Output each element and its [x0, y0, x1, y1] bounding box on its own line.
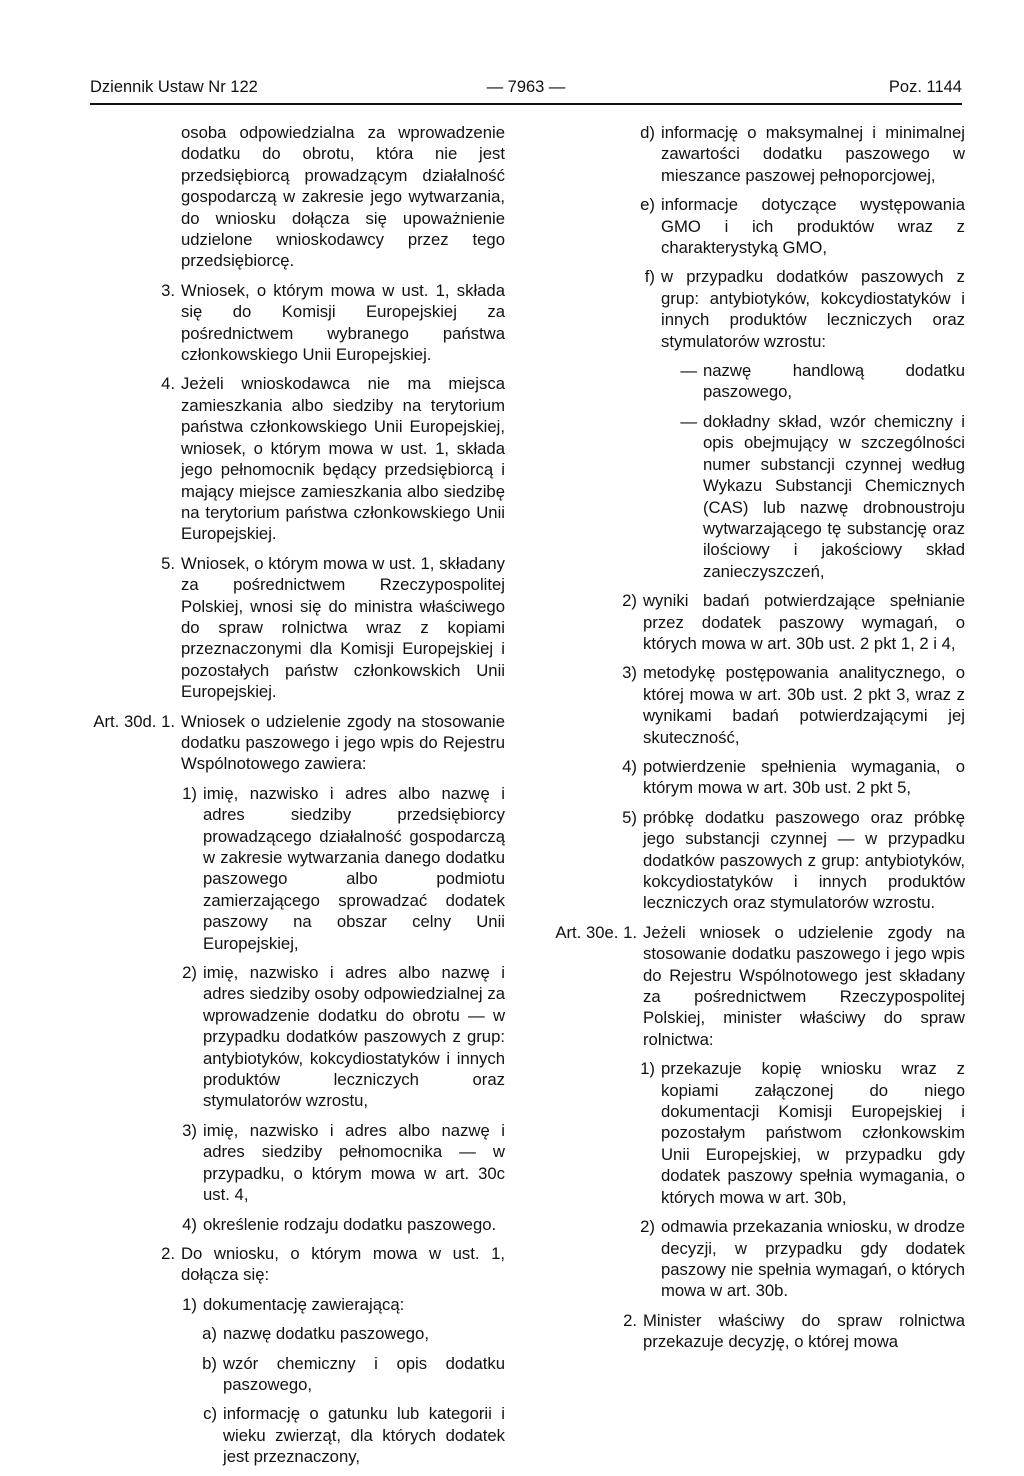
paragraph [93, 1214, 505, 1235]
paragraph [93, 1243, 505, 1286]
paragraph-label: b) [202, 1353, 217, 1373]
paragraph-text: w przypadku dodatków paszowych z grup: antybiotyków, kokcydiostatyków i innych produktów leczniczych oraz stymulatorów wzrostu: [661, 267, 965, 351]
paragraph-text: informację o maksymalnej i minimalnej zawartości dodatku paszowego w mieszance paszowej pełnoporcjowej, [661, 123, 965, 185]
paragraph-label: 2) [640, 1217, 655, 1237]
paragraph [93, 1353, 505, 1396]
paragraph [555, 122, 965, 186]
paragraph [93, 1323, 505, 1344]
paragraph-text: osoba odpowiedzialna za wprowadzenie dodatku do obrotu, która nie jest przedsiębiorcą prowadzącym działalność gospodarczą w zakresie jego wytwarzania, do wniosku dołącza się upoważnienie udzielone wnioskodawcy przez tego przedsiębiorcę. [181, 123, 505, 271]
paragraph-label: Art. 30e. 1. [555, 922, 637, 942]
paragraph-label: 3. [161, 280, 175, 300]
paragraph-label: c) [203, 1404, 217, 1424]
paragraph-label: 2) [622, 591, 637, 611]
paragraph-text: wyniki badań potwierdzające spełnianie przez dodatek paszowy wymagań, o których mowa w art. 30b ust. 2 pkt 1, 2 i 4, [643, 591, 965, 653]
paragraph [93, 373, 505, 544]
paragraph-label: 1) [182, 1294, 197, 1314]
paragraph-text: informacje dotyczące występowania GMO i ich produktów wraz z charakterystyką GMO, [661, 195, 965, 258]
paragraph-text: dokładny skład, wzór chemiczny i opis obejmujący w szczególności numer substancji czynnej według Wykazu Substancji Chemicznych (CAS) lub nazwę drobnoustroju wytwarzającego tę substancję oraz ilościowy i jakościowy skład zanieczyszczeń, [703, 411, 965, 581]
paragraph-text: Minister właściwy do spraw rolnictwa przekazuje decyzję, o której mowa [643, 1310, 965, 1352]
paragraph-text: określenie rodzaju dodatku paszowego. [203, 1214, 497, 1234]
paragraph-text: dokumentację zawierającą: [203, 1294, 405, 1314]
paragraph [555, 411, 965, 582]
paragraph-text: imię, nazwisko i adres albo nazwę i adres siedziby pełnomocnika — w przypadku, o którym mowa w art. 30c ust. 4, [203, 1120, 505, 1205]
paragraph-label: Art. 30d. 1. [93, 711, 175, 731]
paragraph [555, 1058, 965, 1208]
paragraph-label: 4. [161, 374, 175, 394]
paragraph [555, 194, 965, 258]
paragraph [93, 1294, 505, 1315]
paragraph [555, 1216, 965, 1302]
paragraph [555, 590, 965, 654]
paragraph-label: — [680, 361, 697, 381]
paragraph [555, 662, 965, 748]
paragraph [555, 756, 965, 799]
paragraph-label: 4) [622, 756, 637, 776]
paragraph [93, 962, 505, 1112]
paragraph-text: potwierdzenie spełnienia wymagania, o którym mowa w art. 30b ust. 2 pkt 5, [643, 756, 965, 798]
paragraph [93, 711, 505, 775]
paragraph-text: przekazuje kopię wniosku wraz z kopiami załączonej do niego dokumentacji Komisji Europejskiej i pozostałym państwom członkowskim Unii Europejskiej, w przypadku gdy dodatek paszowy spełnia wymagania, o których mowa w art. 30b, [661, 1059, 965, 1207]
paragraph [555, 807, 965, 914]
paragraph-text: metodykę postępowania analitycznego, o której mowa w art. 30b ust. 2 pkt 3, wraz z wynikami badań potwierdzającymi jej skuteczność, [643, 663, 965, 747]
paragraph-label: 1) [640, 1059, 655, 1079]
paragraph [555, 922, 965, 1050]
paragraph-text: wzór chemiczny i opis dodatku paszowego, [223, 1353, 505, 1394]
paragraph-label: f) [644, 267, 655, 287]
paragraph-text: Jeżeli wnioskodawca nie ma miejsca zamieszkania albo siedziby na terytorium państwa członkowskiego Unii Europejskiej, wniosek, o którym mowa w ust. 1, składa jego pełnomocnik będący przedsiębiorcą i mający miejsce zamieszkania albo siedzibę na terytorium państwa członkowskiego Unii Europejskiej. [181, 374, 505, 544]
paragraph-label: 3) [622, 663, 637, 683]
header-rule [90, 103, 962, 105]
paragraph-label: 4) [182, 1214, 197, 1234]
paragraph-text: nazwę handlową dodatku paszowego, [703, 361, 965, 402]
paragraph-text: próbkę dodatku paszowego oraz próbkę jego substancji czynnej — w przypadku dodatków paszowych z grup: antybiotyków, kokcydiostatyków i innych produktów leczniczych oraz stymulatorów wzrostu. [643, 807, 965, 913]
paragraph [93, 280, 505, 366]
left-column [93, 122, 505, 1476]
paragraph [93, 553, 505, 703]
page-header [90, 78, 962, 100]
page-number: — 7963 — [486, 78, 566, 96]
paragraph-label: 5. [161, 553, 175, 573]
right-column [555, 122, 965, 1361]
paragraph-label: 2. [623, 1310, 637, 1330]
paragraph [555, 360, 965, 403]
paragraph [93, 122, 505, 272]
paragraph-text: Wniosek, o którym mowa w ust. 1, składa się do Komisji Europejskiej za pośrednictwem wybranego państwa członkowskiego Unii Europejskiej. [181, 280, 505, 365]
paragraph [555, 266, 965, 352]
paragraph-text: Do wniosku, o którym mowa w ust. 1, dołącza się: [181, 1243, 505, 1285]
paragraph-label: 1) [182, 783, 197, 803]
paragraph-text: imię, nazwisko i adres albo nazwę i adres siedziby osoby odpowiedzialnej za wprowadzenie dodatku do obrotu — w przypadku dodatków paszowych z grup: antybiotyków, kokcydiostatyków i innych produktów leczniczych oraz stymulatorów wzrostu, [203, 963, 505, 1111]
journal-title: Dziennik Ustaw Nr 122 [90, 78, 258, 96]
paragraph-text: Wniosek o udzielenie zgody na stosowanie dodatku paszowego i jego wpis do Rejestru Wspólnotowego zawiera: [181, 711, 505, 774]
paragraph-label: d) [640, 123, 655, 142]
paragraph-label: e) [640, 195, 655, 215]
paragraph-text: Jeżeli wniosek o udzielenie zgody na stosowanie dodatku paszowego i jego wpis do Rejestru Wspólnotowego jest składany za pośrednictwem Rzeczypospolitej Polskiej, minister właściwy do spraw rolnictwa: [643, 922, 965, 1049]
paragraph [93, 783, 505, 954]
paragraph-label: 5) [622, 807, 637, 827]
paragraph-label: 3) [182, 1120, 197, 1140]
paragraph [93, 1120, 505, 1206]
paragraph-text: Wniosek, o którym mowa w ust. 1, składany za pośrednictwem Rzeczypospolitej Polskiej, wnosi się do ministra właściwego do spraw rolnictwa wraz z kopiami przeznaczonymi dla Komisji Europejskiej i pozostałych państw członkowskich Unii Europejskiej. [181, 553, 505, 702]
paragraph-label: 2) [182, 963, 197, 983]
paragraph-text: imię, nazwisko i adres albo nazwę i adres siedziby przedsiębiorcy prowadzącego działalność gospodarczą w zakresie wytwarzania danego dodatku paszowego albo podmiotu zamierzającego sprowadzać dodatek paszowy na obszar celny Unii Europejskiej, [203, 783, 505, 953]
paragraph-text: informację o gatunku lub kategorii i wieku zwierząt, dla których dodatek jest przeznaczony, [223, 1404, 505, 1467]
position-number: Poz. 1144 [888, 78, 962, 96]
paragraph [555, 1310, 965, 1353]
paragraph-label: a) [202, 1324, 217, 1344]
paragraph-text: odmawia przekazania wniosku, w drodze decyzji, w przypadku gdy dodatek paszowy nie spełnia wymagań, o których mowa w art. 30b. [661, 1217, 965, 1301]
paragraph-text: nazwę dodatku paszowego, [223, 1324, 429, 1344]
paragraph-label: 2. [161, 1243, 175, 1263]
paragraph [93, 1403, 505, 1467]
paragraph-label: — [680, 411, 697, 431]
